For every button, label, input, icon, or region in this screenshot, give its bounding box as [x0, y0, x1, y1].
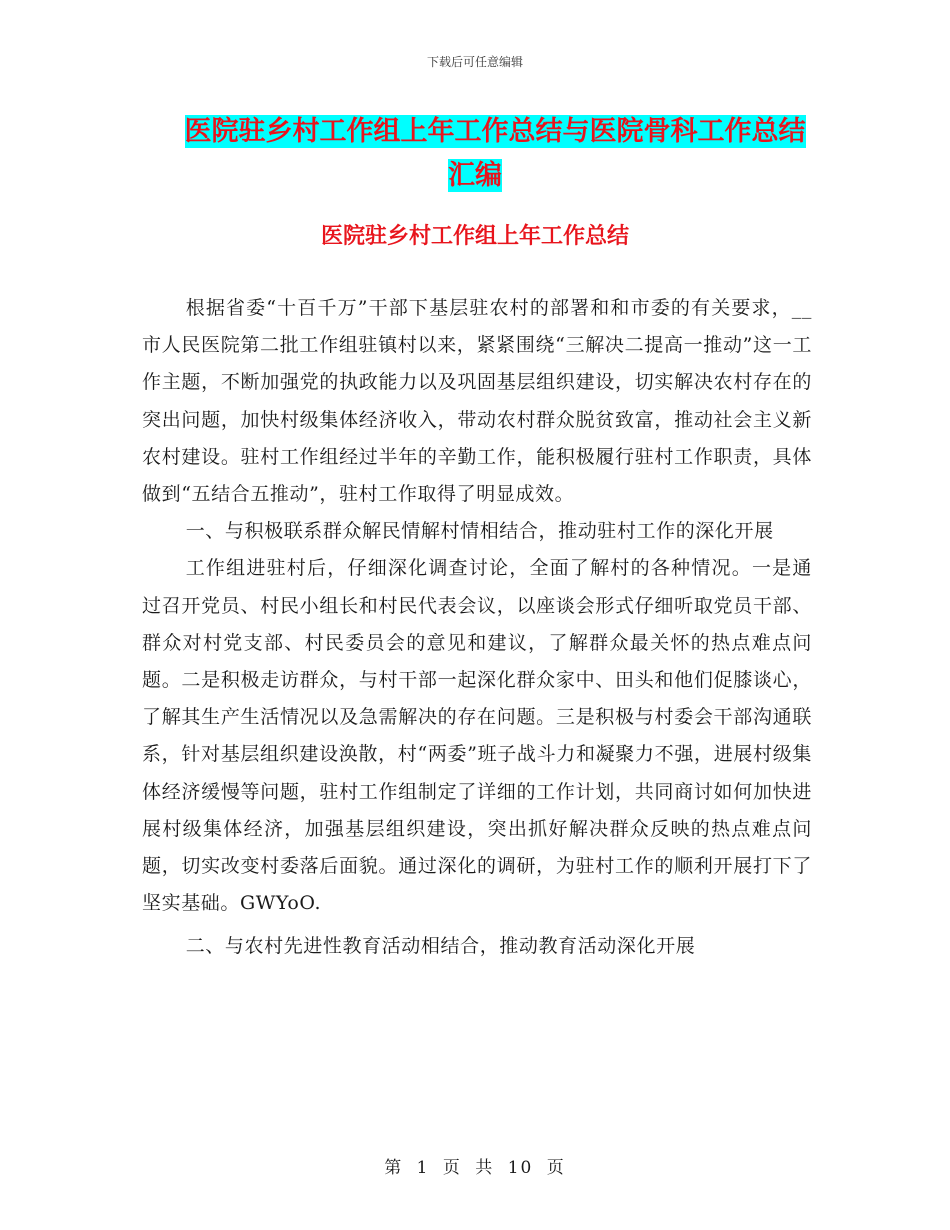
document-body	[142, 290, 812, 966]
page-footer	[0, 1153, 950, 1178]
footer-label-total-unit: 页	[546, 1158, 566, 1178]
section-title: 医院驻乡村工作组上年工作总结	[320, 224, 629, 249]
footer-total-pages: 10	[507, 1158, 534, 1178]
heading-section-2: 二、与农村先进性教育活动相结合，推动教育活动深化开展	[185, 935, 696, 958]
heading-section-1: 一、与积极联系群众解民情解村情相结合，推动驻村工作的深化开展	[185, 520, 774, 543]
document-title-line2: 汇编	[448, 160, 502, 191]
paragraph-section-1: 工作组进驻村后，仔细深化调查讨论，全面了解村的各种情况。一是通过召开党员、村民小组长和村民代表会议，以座谈会形式仔细听取党员干部、群众对村党支部、村民委员会的意见和建议，了解群众最关怀的热点难点问题。二是积极走访群众，与村干部一起深化群众家中、田头和他们促膝谈心，了解其生产生活情况以及急需解决的存在问题。三是积极与村委会干部沟通联系，针对基层组织建设涣散，村“两委”班子战斗力和凝聚力不强，进展村级集体经济缓慢等问题，驻村工作组制定了详细的工作计划，共同商讨如何加快进展村级集体经济，加强基层组织建设，突出抓好解决群众反映的热点难点问题，切实改变村委落后面貌。通过深化的调研，为驻村工作的顺利开展打下了坚实基础。GWYoO.	[142, 557, 812, 915]
footer-current-page: 1	[416, 1158, 430, 1178]
document-title	[0, 110, 950, 198]
paragraph-intro: 根据省委“十百千万”干部下基层驻农村的部署和和市委的有关要求，__市人民医院第二批工作组驻镇村以来，紧紧围绕“三解决二提高一推动”这一工作主题，不断加强党的执政能力以及巩固基层组织建设，切实解决农村存在的突出问题，加快村级集体经济收入，带动农村群众脱贫致富，推动社会主义新农村建设。驻村工作组经过半年的辛勤工作，能积极履行驻村工作职责，具体做到“五结合五推动”，驻村工作取得了明显成效。	[142, 297, 812, 506]
footer-label-total: 共	[475, 1158, 495, 1178]
document-title-line1: 医院驻乡村工作组上年工作总结与医院骨科工作总结	[184, 116, 806, 147]
footer-label-page-unit: 页	[442, 1158, 462, 1178]
page-header-note: 下载后可任意编辑	[426, 55, 523, 69]
footer-label-page: 第	[384, 1158, 404, 1178]
